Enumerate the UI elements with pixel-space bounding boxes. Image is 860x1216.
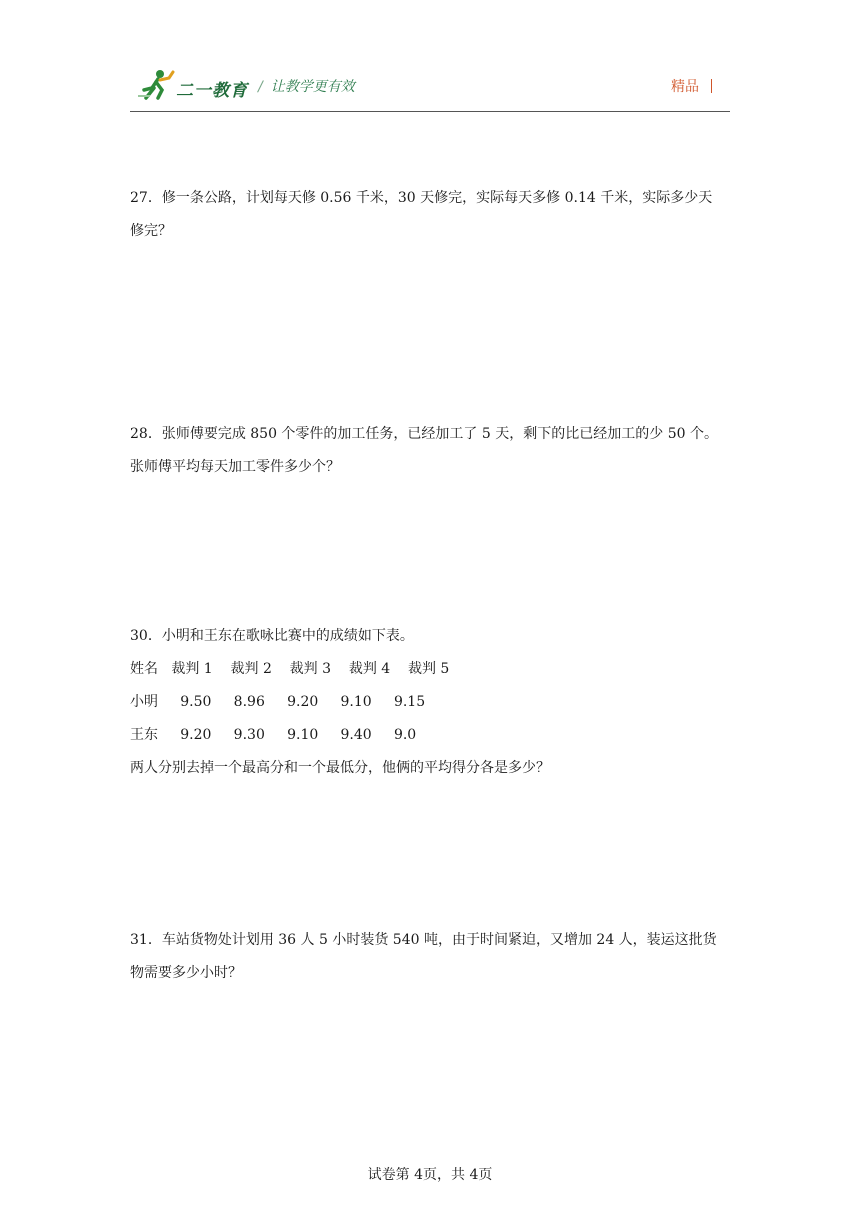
question-27-line-2: 修完？	[130, 223, 172, 239]
question-31-line-1: 31．车站货物处计划用 36 人 5 小时装货 540 吨，由于时间紧迫，又增加 24 人，装运这批货	[130, 932, 717, 948]
question-30-ask: 两人分别去掉一个最高分和一个最低分，他俩的平均得分各是多少？	[130, 760, 550, 776]
runner-logo-icon	[136, 68, 176, 102]
question-28-line-1: 28．张师傅要完成 850 个零件的加工任务，已经加工了 5 天，剩下的比已经加工的少 50 个。	[130, 426, 718, 442]
question-28-line-2: 张师傅平均每天加工零件多少个？	[130, 459, 340, 475]
page-footer: 试卷第 4页，共 4页	[367, 1167, 493, 1183]
slogan-text: 让教学更有效	[270, 79, 355, 95]
score-row-wangdong: 王东 9.20 9.30 9.10 9.40 9.0	[130, 727, 417, 743]
question-30	[130, 620, 730, 785]
logo	[136, 68, 256, 102]
badge-text: 精品	[671, 79, 699, 95]
score-table-header: 姓名 裁判 1 裁判 2 裁判 3 裁判 4 裁判 5	[130, 661, 450, 677]
question-30-intro: 30．小明和王东在歌咏比赛中的成绩如下表。	[130, 628, 414, 644]
question-28	[130, 418, 730, 484]
quality-badge	[671, 76, 712, 96]
question-31-line-2: 物需要多少小时？	[130, 965, 242, 981]
header-divider	[130, 111, 730, 112]
logo-text: 二一教育	[176, 81, 248, 101]
question-31	[130, 924, 730, 990]
question-27	[130, 182, 730, 248]
question-27-line-1: 27．修一条公路，计划每天修 0.56 千米，30 天修完，实际每天多修 0.14 千米，实际多少天	[130, 190, 713, 206]
page-header	[130, 66, 730, 112]
slogan: / 让教学更有效	[258, 79, 355, 95]
score-row-xiaoming: 小明 9.50 8.96 9.20 9.10 9.15	[130, 694, 426, 710]
